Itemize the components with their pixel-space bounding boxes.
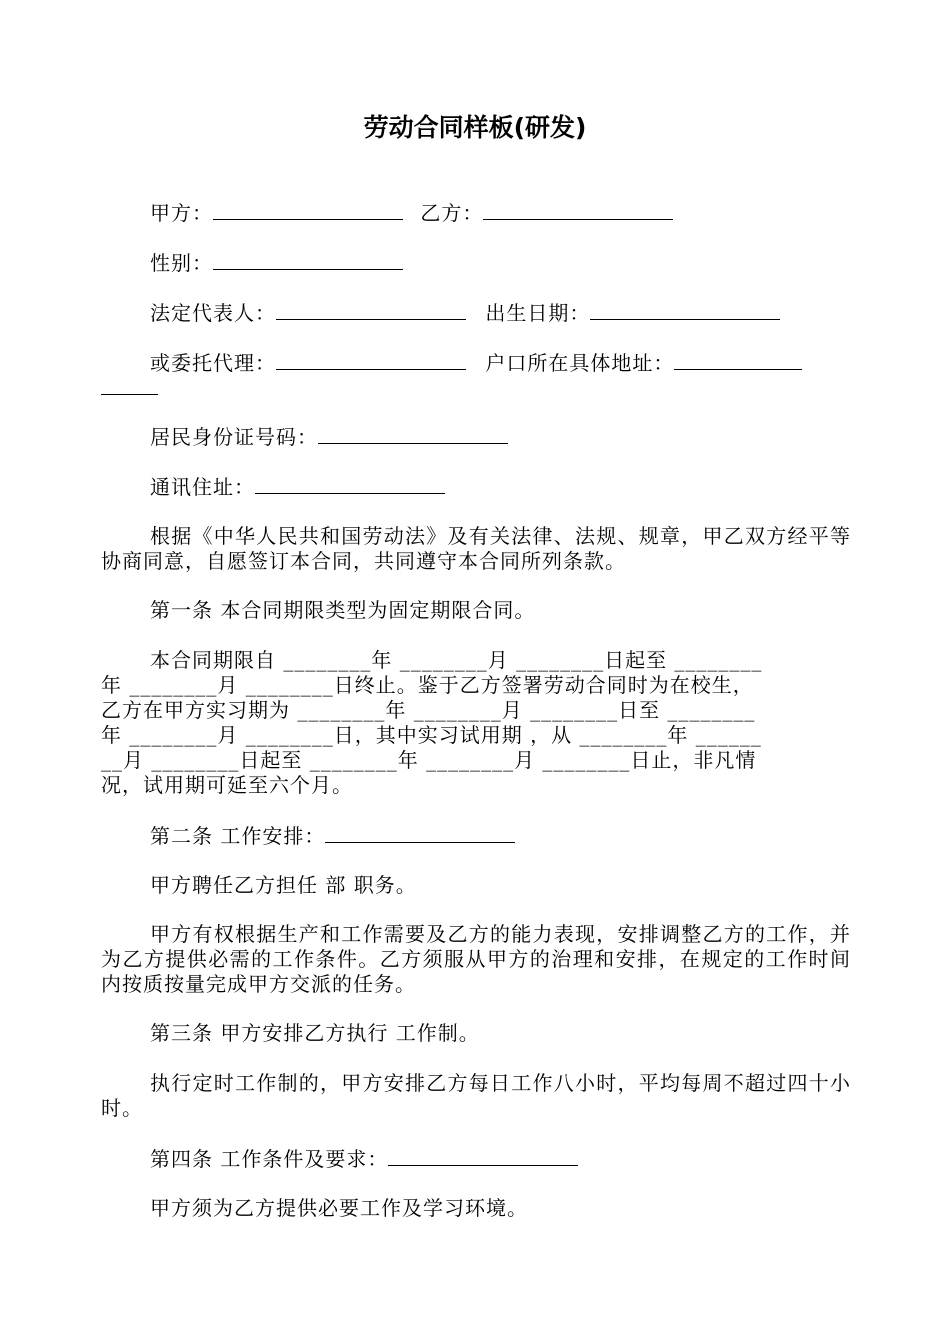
agent-line: [150, 350, 900, 376]
article-1-line-4: 年 ________月 ________日，其中实习试用期 ，从 ________年 ______: [101, 723, 762, 747]
article-2-paragraph-1: 甲方聘任乙方担任 部 职务。: [150, 873, 417, 897]
id-number-line: [150, 424, 900, 450]
gender-blank[interactable]: [213, 250, 403, 270]
article-4-title: 第四条 工作条件及要求：: [150, 1147, 389, 1171]
party-b-label: 乙方：: [420, 201, 484, 225]
birth-date-blank[interactable]: [590, 300, 780, 320]
article-1-line-5: __月 ________日起至 ________年 ________月 ________日止，非凡情: [101, 748, 757, 772]
household-address-label: 户口所在具体地址：: [485, 351, 675, 375]
article-2-title: 第二条 工作安排：: [150, 824, 326, 848]
article-1-line-2: 年 ________月 ________日终止。鉴于乙方签署劳动合同时为在校生，: [101, 673, 754, 697]
legal-rep-blank[interactable]: [276, 300, 466, 320]
household-address-blank-cont[interactable]: [101, 375, 158, 395]
legal-rep-label: 法定代表人：: [150, 301, 276, 325]
party-a-label: 甲方：: [150, 201, 213, 225]
mail-address-blank[interactable]: [255, 474, 445, 494]
article-4-blank[interactable]: [388, 1146, 578, 1166]
article-2-paragraph-2: 甲方有权根据生产和工作需要及乙方的能力表现，安排调整乙方的工作，并为乙方提供必需的工作条件。乙方须服从甲方的治理和安排，在规定的工作时间内按质按量完成甲方交派的任务。: [101, 922, 851, 996]
intro-paragraph: 根据《中华人民共和国劳动法》及有关法律、法规、规章，甲乙双方经平等协商同意，自愿签订本合同，共同遵守本合同所列条款。: [101, 524, 851, 573]
article-3-paragraph-1: 执行定时工作制的，甲方安排乙方每日工作八小时，平均每周不超过四十小时。: [101, 1071, 851, 1120]
birth-date-label: 出生日期：: [485, 301, 591, 325]
gender-line: [150, 250, 900, 276]
party-b-blank[interactable]: [483, 200, 673, 220]
agent-blank[interactable]: [276, 350, 466, 370]
party-line: [150, 200, 900, 226]
document-title: 劳动合同样板(研发): [363, 113, 587, 142]
household-address-blank[interactable]: [674, 350, 802, 370]
article-1-title: 第一条 本合同期限类型为固定期限合同。: [150, 598, 536, 622]
id-number-label: 居民身份证号码：: [150, 425, 318, 449]
legal-rep-line: [150, 300, 900, 326]
mail-address-label: 通讯住址：: [150, 475, 255, 499]
article-1-line-1: 本合同期限自 ________年 ________月 ________日起至 ________: [150, 648, 763, 672]
party-a-blank[interactable]: [213, 200, 403, 220]
article-3-title: 第三条 甲方安排乙方执行 工作制。: [150, 1021, 480, 1045]
article-4-line: [150, 1146, 900, 1172]
mail-address-line: [150, 474, 900, 500]
article-1-line-6: 况，试用期可延至六个月。: [101, 773, 353, 797]
article-2-blank[interactable]: [325, 823, 515, 843]
article-4-paragraph-1: 甲方须为乙方提供必要工作及学习环境。: [150, 1196, 528, 1220]
agent-label: 或委托代理：: [150, 351, 276, 375]
article-1-line-3: 乙方在甲方实习期为 ________年 ________月 ________日至 ________: [101, 698, 756, 722]
id-number-blank[interactable]: [318, 424, 508, 444]
gender-label: 性别：: [150, 251, 213, 275]
article-2-line: [150, 823, 900, 849]
household-address-continuation: [101, 375, 851, 401]
